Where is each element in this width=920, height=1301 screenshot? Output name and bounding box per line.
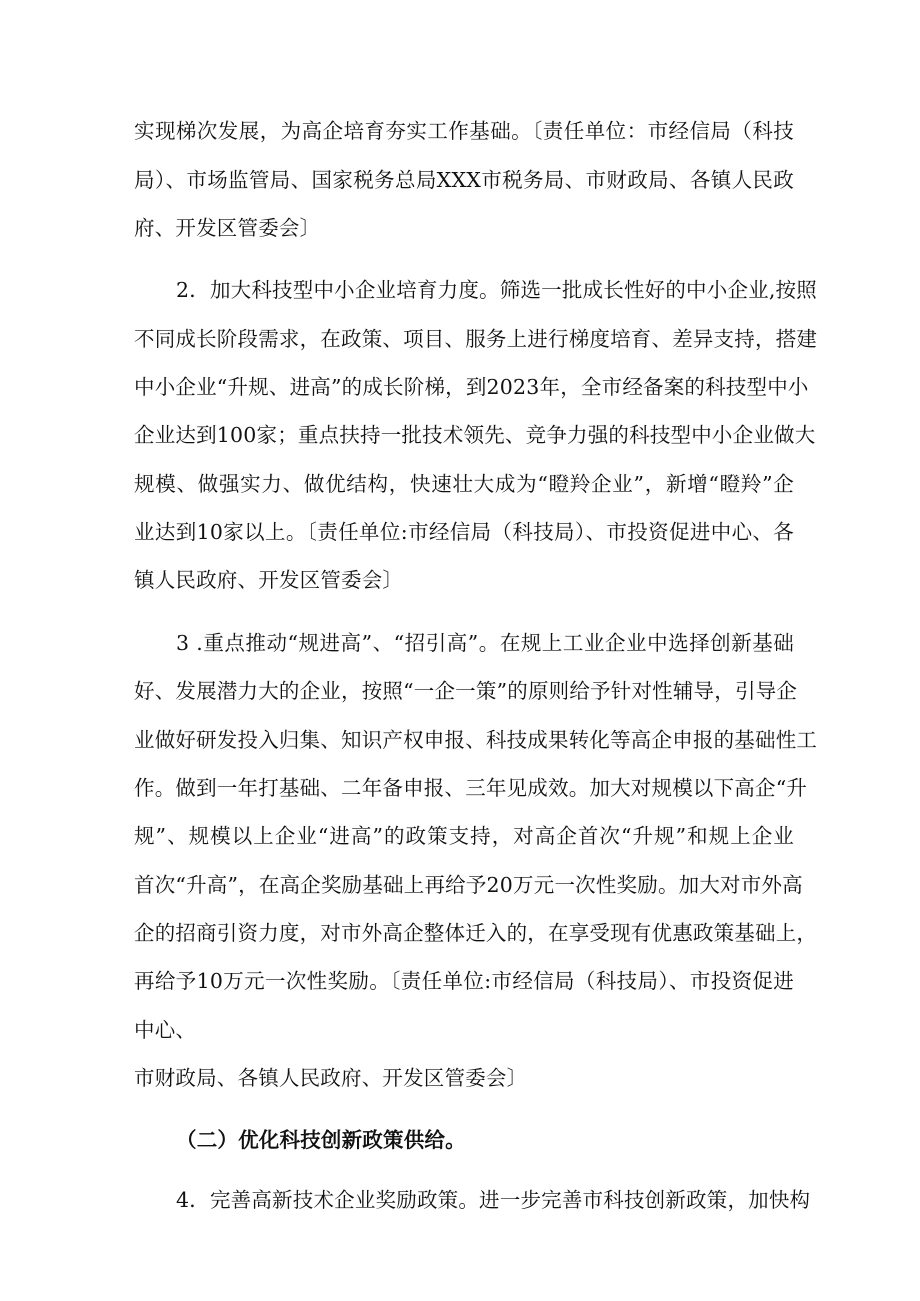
text-line: 规”、规模以上企业“进高”的政策支持，对高企首次“升规”和规上企业 [134, 824, 794, 848]
section-heading: （二）优化科技创新政策供给。 [176, 1128, 466, 1152]
text-line: 市财政局、各镇人民政府、开发区管委会〕 [134, 1066, 528, 1090]
text-line: 中小企业“升规、进高”的成长阶梯，到2023年，全市经备案的科技型中小 [134, 375, 809, 399]
text-line: 好、发展潜力大的企业，按照“一企一策”的原则给予针对性辅导，引导企 [134, 679, 798, 703]
text-line: 实现梯次发展，为高企培育夯实工作基础。〔责任单位：市经信局（科技 [134, 119, 794, 143]
text-line: 2．加大科技型中小企业培育力度。筛选一批成长性好的中小企业,按照 [176, 278, 817, 302]
text-line: 不同成长阶段需求，在政策、项目、服务上进行梯度培育、差异支持，搭建 [134, 327, 818, 351]
text-line: 作。做到一年打基础、二年备申报、三年见成效。加大对规模以下高企“升 [134, 776, 808, 800]
text-line: 3 .重点推动“规进高”、“招引高”。在规上工业企业中选择创新基础 [176, 631, 794, 655]
text-line: 首次“升高”，在高企奖励基础上再给予20万元一次性奖励。加大对市外高 [134, 873, 803, 897]
text-line: 镇人民政府、开发区管委会〕 [134, 568, 404, 592]
text-line: 再给予10万元一次性奖励。〔责任单位:市经信局（科技局）、市投资促进 [134, 969, 794, 993]
text-line: 中心、 [134, 1018, 197, 1042]
text-line: 4．完善高新技术企业奖励政策。进一步完善市科技创新政策，加快构 [176, 1188, 811, 1212]
text-line: 局）、市场监管局、国家税务总局XXX市税务局、市财政局、各镇人民政 [134, 168, 794, 192]
text-line: 业做好研发投入归集、知识产权申报、科技成果转化等高企申报的基础性工 [134, 728, 818, 752]
text-line: 企业达到100家；重点扶持一批技术领先、竞争力强的科技型中小企业做大 [134, 423, 816, 447]
text-line: 企的招商引资力度，对市外高企整体迁入的，在享受现有优惠政策基础上， [134, 921, 818, 945]
text-line: 业达到10家以上。〔责任单位:市经信局（科技局）、市投资促进中心、各 [134, 520, 794, 544]
text-line: 府、开发区管委会〕 [134, 216, 321, 240]
text-line: 规模、做强实力、做优结构，快速壮大成为“瞪羚企业”，新增“瞪羚”企 [134, 472, 794, 496]
